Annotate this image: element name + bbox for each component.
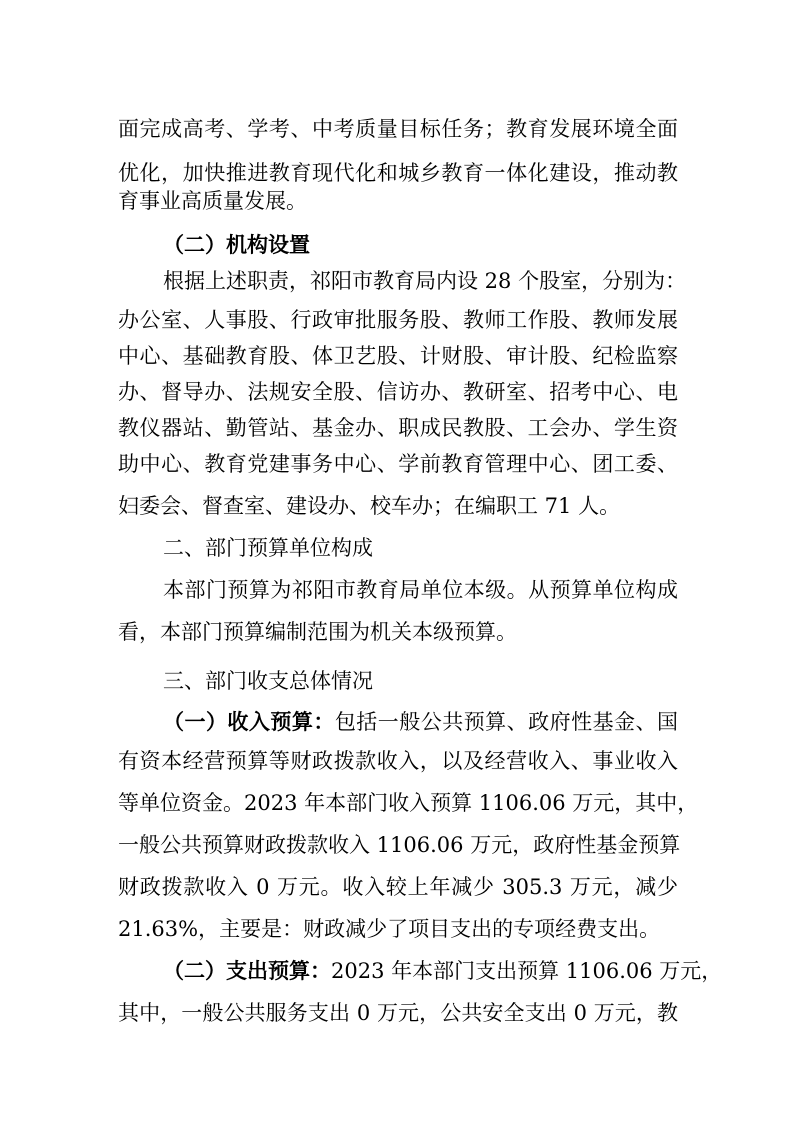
- paragraph-line: 中心、基础教育股、体卫艺股、计财股、审计股、纪检监察: [118, 344, 678, 368]
- section-heading: 三、部门收支总体情况: [163, 669, 373, 693]
- paragraph-line: 面完成高考、学考、中考质量目标任务；教育发展环境全面: [118, 117, 678, 141]
- paragraph-line: 有资本经营预算等财政拨款收入，以及经营收入、事业收入: [118, 749, 678, 773]
- paragraph-line: 等单位资金。2023 年本部门收入预算 1106.06 万元，其中，: [118, 791, 699, 815]
- paragraph-line: 育事业高质量发展。: [118, 189, 307, 213]
- paragraph-line: 其中，一般公共服务支出 0 万元，公共安全支出 0 万元，教: [118, 1001, 678, 1025]
- section-heading: 二、部门预算单位构成: [163, 536, 373, 560]
- paragraph-line: 办公室、人事股、行政审批服务股、教师工作股、教师发展: [118, 308, 678, 332]
- section-heading: （二）机构设置: [163, 232, 310, 257]
- paragraph-line: 本部门预算为祁阳市教育局单位本级。从预算单位构成: [163, 578, 678, 602]
- paragraph-line: 妇委会、督查室、建设办、校车办；在编职工 71 人。: [118, 494, 621, 518]
- paragraph-line: 助中心、教育党建事务中心、学前教育管理中心、团工委、: [118, 452, 678, 476]
- paragraph-line: 根据上述职责，祁阳市教育局内设 28 个股室，分别为：: [163, 269, 687, 293]
- paragraph-line: 优化，加快推进教育现代化和城乡教育一体化建设，推动教: [118, 161, 678, 185]
- paragraph-line: （二）支出预算：2023 年本部门支出预算 1106.06 万元，: [163, 958, 723, 983]
- paragraph-line: （一）收入预算：包括一般公共预算、政府性基金、国: [163, 709, 679, 734]
- paragraph-line: 21.63%，主要是：财政减少了项目支出的专项经费支出。: [118, 917, 661, 941]
- paragraph-line: 财政拨款收入 0 万元。收入较上年减少 305.3 万元，减少: [118, 875, 678, 899]
- paragraph-line: 办、督导办、法规安全股、信访办、教研室、招考中心、电: [118, 380, 678, 404]
- paragraph-line: 一般公共预算财政拨款收入 1106.06 万元，政府性基金预算: [118, 833, 681, 857]
- paragraph-line: 教仪器站、勤管站、基金办、职成民教股、工会办、学生资: [118, 416, 678, 440]
- paragraph-line: 看，本部门预算编制范围为机关本级预算。: [118, 620, 517, 644]
